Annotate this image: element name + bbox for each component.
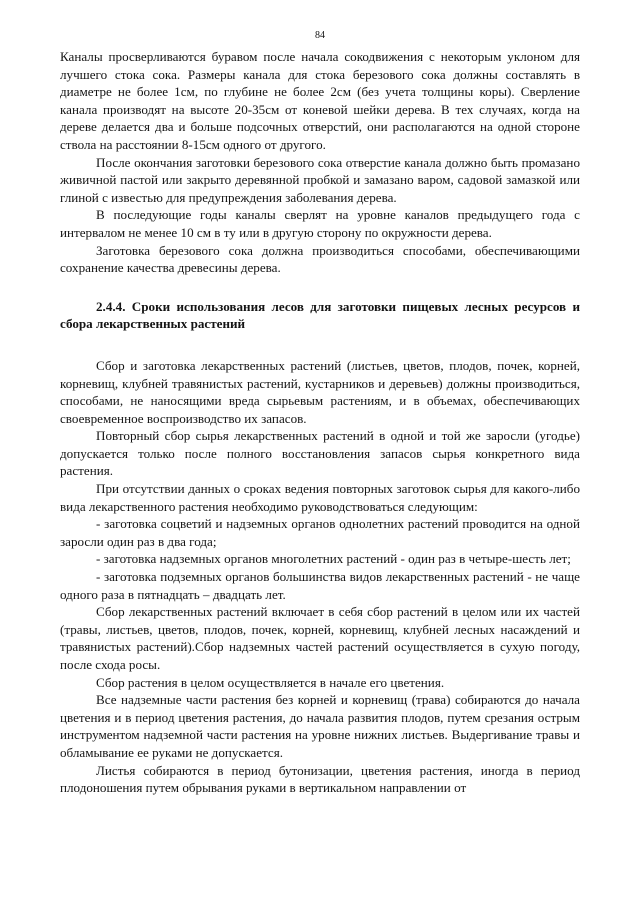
paragraph-following-years: В последующие годы каналы сверлят на уровне каналов предыдущего года с интервалом не менее 10 см в ту или в другую сторону по окружности дерева. bbox=[60, 207, 580, 240]
paragraph-after-harvest: После окончания заготовки березового сока отверстие канала должно быть промазано живичной пастой или закрыто деревянной пробкой и замазано варом, садовой замазкой или глиной с известью для предупреждения заболевания дерева. bbox=[60, 154, 580, 205]
list-item: - заготовка соцветий и надземных органов однолетних растений проводится на одной заросли один раз в два года; bbox=[60, 516, 580, 549]
list-item: - заготовка подземных органов большинства видов лекарственных растений - не чаще одного раза в пятнадцать – двадцать лет. bbox=[60, 569, 580, 602]
paragraph-channels: Каналы просверливаются буравом после начала сокодвижения с некоторым уклоном для лучшего стока сока. Размеры канала для стока березового сока должны составлять в диаметре не более 1см, по глубине не более 2см (без учета толщины коры). Сверление канала производят на высоте 20-35см от коневой шейки дерева. В тех случаях, когда на дереве делается два и больше подсочных отверстий, они располагаются на одной стороне ствола на расстоянии 8-15см одного от другого. bbox=[60, 49, 580, 152]
paragraph-harvest-methods: Заготовка березового сока должна производиться способами, обеспечивающими сохранение качества древесины дерева. bbox=[60, 242, 580, 276]
section-heading: 2.4.4. Сроки использования лесов для заготовки пищевых лесных ресурсов и сбора лекарственных растений bbox=[60, 298, 580, 332]
page-number: 84 bbox=[315, 30, 325, 41]
paragraph-no-data: При отсутствии данных о сроках ведения повторных заготовок сырья для какого-либо вида лекарственного растения необходимо руководствоваться следующим: bbox=[60, 481, 580, 514]
page-body bbox=[60, 48, 580, 797]
paragraph-aerial-parts: Все надземные части растения без корней и корневищ (трава) собираются до начала цветения и в период цветения растения, до начала развития плодов, путем срезания острым инструментом надземной части растения на уровне нижних листьев. Выдергивание травы и обламывание ее руками не допускается. bbox=[60, 692, 580, 760]
list-item: - заготовка надземных органов многолетних растений - один раз в четыре-шесть лет; bbox=[96, 551, 571, 567]
paragraph-collection-includes: Сбор лекарственных растений включает в себя сбор растений в целом или их частей (травы, листьев, цветов, плодов, почек, корней, корневищ, клубней лесных насаждений и травянистых растений).Сбор надземных частей растений осуществляется в сухую погоду, после схода росы. bbox=[60, 604, 580, 672]
paragraph-whole-plant: Сбор растения в целом осуществляется в начале его цветения. bbox=[96, 674, 445, 690]
paragraph-repeat-collection: Повторный сбор сырья лекарственных растений в одной и той же заросли (угодье) допускается только после полного восстановления запасов сырья конкретного вида растения. bbox=[60, 428, 580, 479]
paragraph-leaves: Листья собираются в период бутонизации, цветения растения, иногда в период плодоношения путем обрывания руками в вертикальном направлении от bbox=[60, 762, 580, 796]
paragraph-collection: Сбор и заготовка лекарственных растений (листьев, цветов, плодов, почек, корней, корневищ, клубней травянистых растений, кустарников и деревьев) должны производиться, способами, не наносящими вреда сырьевым растениям, и в объемах, обеспечивающих своевременное воспроизводство их запасов. bbox=[60, 357, 580, 426]
